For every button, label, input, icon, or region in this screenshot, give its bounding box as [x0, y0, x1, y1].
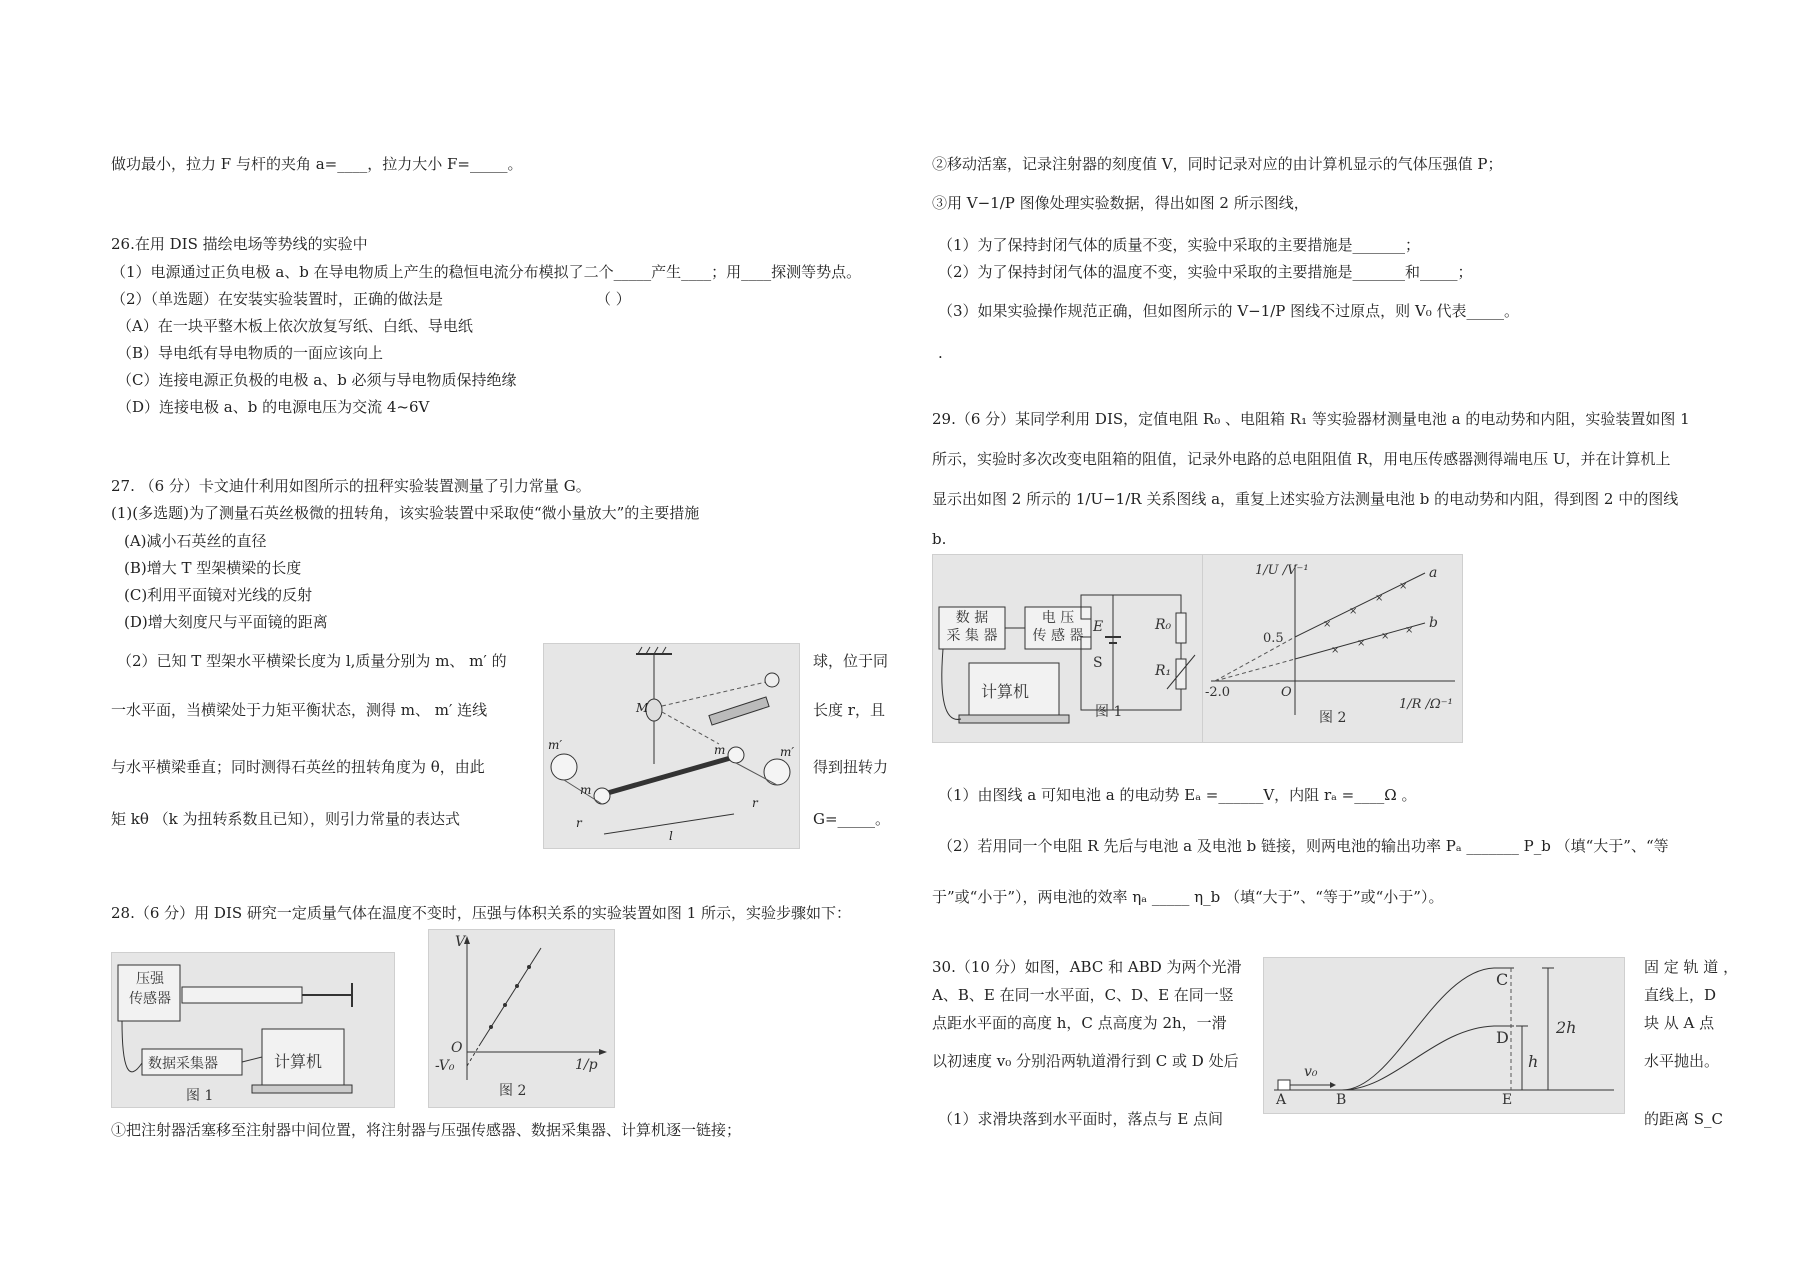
question-27-part1: (1)(多选题)为了测量石英丝极微的扭转角，该实验装置中采取使“微小量放大”的主要措施	[111, 504, 700, 522]
question-27-line2-right: 长度 r，且	[813, 701, 885, 719]
question-30-line2-right: 直线上，D	[1644, 986, 1717, 1004]
svg-text:×: ×	[1357, 638, 1366, 649]
v-p-graph-figure	[428, 929, 615, 1108]
torsion-balance-figure	[543, 643, 800, 849]
question-27-line2: 一水平面，当横梁处于力矩平衡状态，测得 m、 m′ 连线	[111, 701, 488, 719]
question-28-title: 28.（6 分）用 DIS 研究一定质量气体在温度不变时，压强与体积关系的实验装置如图 1 所示，实验步骤如下：	[111, 904, 852, 922]
option-d: (D)增大刻度尺与平面镜的距离	[124, 613, 328, 631]
r0-label: R₀	[1155, 617, 1172, 633]
option-b: (B)增大 T 型架横梁的长度	[124, 559, 302, 577]
question-27-title: 27. （6 分）卡文迪什利用如图所示的扭秤实验装置测量了引力常量 G。	[111, 477, 591, 495]
option-c: （C）连接电源正负极的电极 a、b 必须与导电物质保持绝缘	[117, 371, 517, 389]
label-m-mirror: M	[636, 701, 649, 715]
question-30-line4: 以初速度 v₀ 分别沿两轨道滑行到 C 或 D 处后	[932, 1052, 1239, 1070]
svg-text:×: ×	[1405, 625, 1414, 636]
question-29-line1: 29.（6 分）某同学利用 DIS，定值电阻 R₀ 、电阻箱 R₁ 等实验器材测量电池 a 的电动势和内阻，实验装置如图 1	[932, 410, 1690, 428]
text-line: 做功最小，拉力 F 与杆的夹角 a=____，拉力大小 F=_____。	[111, 155, 523, 173]
label-r: r	[576, 816, 582, 830]
step-3: ③用 V−1/P 图像处理实验数据，得出如图 2 所示图线，	[932, 194, 1309, 212]
label-m-prime: m′	[780, 745, 795, 759]
question-28-part2: （2）为了保持封闭气体的温度不变，实验中采取的主要措施是_______和_____；	[938, 263, 1473, 281]
line-a-label: a	[1429, 565, 1438, 581]
option-d: （D）连接电极 a、b 的电源电压为交流 4~6V	[117, 398, 430, 416]
label-l: l	[669, 829, 673, 843]
stray-dot: .	[938, 344, 943, 362]
switch-label: S	[1093, 655, 1103, 671]
question-29-line4: b.	[932, 530, 947, 548]
svg-text:×: ×	[1399, 581, 1408, 592]
question-30-line2: A、B、E 在同一水平面，C、D、E 在同一竖	[932, 986, 1234, 1004]
question-26-part1: （1）电源通过正负电极 a、b 在导电物质上产生的稳恒电流分布模拟了二个_____产生____；用____探测等势点。	[111, 263, 862, 281]
pressure-sensor-label: 压强 传感器	[129, 971, 171, 1007]
computer-label: 计算机	[981, 682, 1030, 701]
v0-label: v₀	[1304, 1064, 1318, 1080]
label-r: r	[752, 796, 758, 810]
svg-text:×: ×	[1323, 619, 1332, 630]
question-27-line1: （2）已知 T 型架水平横梁长度为 l,质量分别为 m、 m′ 的	[117, 652, 507, 670]
question-30-line3-right: 块 从 A 点	[1644, 1014, 1715, 1032]
option-b: （B）导电纸有导电物质的一面应该向上	[117, 344, 384, 362]
question-29-part2: （2）若用同一个电阻 R 先后与电池 a 及电池 b 链接，则两电池的输出功率 Pₐ _______ P_b （填“大于”、“等	[938, 837, 1669, 855]
step-2: ②移动活塞，记录注射器的刻度值 V，同时记录对应的由计算机显示的气体压强值 P；	[932, 155, 1503, 173]
pressure-apparatus-figure	[111, 952, 395, 1108]
label-m-prime: m′	[548, 738, 563, 752]
question-27-line3-right: 得到扭转力	[813, 758, 889, 776]
line-b-label: b	[1429, 615, 1438, 631]
step-1: ①把注射器活塞移至注射器中间位置，将注射器与压强传感器、数据采集器、计算机逐一链接；	[111, 1121, 742, 1139]
axis-p-label: 1/p	[575, 1057, 598, 1073]
figure-caption: 图 2	[1319, 710, 1347, 726]
data-collector-label: 数 据 采 集 器	[946, 610, 998, 644]
question-30-line1: 30.（10 分）如图，ABC 和 ABD 为两个光滑	[932, 958, 1242, 976]
emf-label: E	[1093, 619, 1104, 635]
point-a-label: A	[1276, 1092, 1287, 1108]
data-collector-label: 数据采集器	[148, 1056, 218, 1072]
svg-text:×: ×	[1331, 645, 1340, 656]
origin-label: O	[1281, 685, 1292, 700]
figure-caption: 图 2	[499, 1083, 527, 1099]
question-26-title: 26.在用 DIS 描绘电场等势线的实验中	[111, 235, 368, 253]
tick-neg-2: -2.0	[1205, 685, 1231, 700]
question-30-line1-right: 固 定 轨 道 ，	[1644, 958, 1739, 976]
figure-caption: 图 1	[186, 1088, 214, 1104]
u-r-graph-figure	[1202, 554, 1463, 743]
question-27-line4: 矩 kθ （k 为扭转系数且已知），则引力常量的表达式	[111, 810, 461, 828]
question-26-part2: （2）（单选题）在安装实验装置时，正确的做法是	[111, 290, 444, 308]
track-figure	[1263, 957, 1625, 1114]
voltage-sensor-label: 电 压 传 感 器	[1032, 610, 1084, 644]
svg-text:×: ×	[1381, 631, 1390, 642]
svg-text:×: ×	[1375, 593, 1384, 604]
axis-x-label: 1/R /Ω⁻¹	[1399, 697, 1453, 712]
question-30-line4-right: 水平抛出。	[1644, 1052, 1720, 1070]
point-b-label: B	[1336, 1092, 1347, 1108]
height-2h-label: 2h	[1556, 1018, 1577, 1037]
axis-v-label: V	[455, 934, 466, 950]
question-28-part1: （1）为了保持封闭气体的质量不变，实验中采取的主要措施是_______；	[938, 236, 1421, 254]
r1-label: R₁	[1155, 663, 1172, 679]
computer-label: 计算机	[274, 1052, 323, 1071]
point-e-label: E	[1502, 1092, 1513, 1108]
tick-0-5: 0.5	[1263, 631, 1284, 646]
question-30-part1: （1）求滑块落到水平面时，落点与 E 点间	[938, 1110, 1224, 1128]
circuit-figure	[932, 554, 1204, 743]
height-h-label: h	[1528, 1052, 1539, 1071]
question-28-part3: （3）如果实验操作规范正确，但如图所示的 V−1/P 图线不过原点，则 V₀ 代表_____。	[938, 302, 1520, 320]
option-a: (A)减小石英丝的直径	[124, 532, 267, 550]
svg-text:×: ×	[1349, 606, 1358, 617]
answer-paren: （ ）	[596, 290, 631, 308]
question-27-line1-right: 球，位于同	[813, 652, 889, 670]
question-29-part2-cont: 于”或“小于”），两电池的效率 ηₐ _____ η_b （填“大于”、“等于”或“小于”）。	[932, 888, 1444, 906]
axis-y-label: 1/U /V⁻¹	[1255, 563, 1309, 578]
point-c-label: C	[1496, 970, 1509, 989]
origin-label: O	[451, 1040, 463, 1056]
question-27-line3: 与水平横梁垂直；同时测得石英丝的扭转角度为 θ，由此	[111, 758, 485, 776]
option-c: (C)利用平面镜对光线的反射	[124, 586, 313, 604]
question-29-line2: 所示，实验时多次改变电阻箱的阻值，记录外电路的总电阻阻值 R，用电压传感器测得端电压 U，并在计算机上	[932, 450, 1671, 468]
question-27-line4-right: G=_____。	[813, 810, 891, 828]
label-m: m	[580, 783, 592, 797]
point-d-label: D	[1496, 1028, 1509, 1047]
option-a: （A）在一块平整木板上依次放复写纸、白纸、导电纸	[117, 317, 473, 335]
v0-intercept-label: -V₀	[435, 1058, 455, 1074]
label-m: m	[714, 743, 726, 757]
figure-caption: 图 1	[1095, 704, 1123, 720]
question-29-line3: 显示出如图 2 所示的 1/U−1/R 关系图线 a，重复上述实验方法测量电池 b 的电动势和内阻，得到图 2 中的图线	[932, 490, 1679, 508]
question-29-part1: （1）由图线 a 可知电池 a 的电动势 Eₐ =______V，内阻 rₐ =____Ω 。	[938, 786, 1417, 804]
question-30-part1-right: 的距离 S_C	[1644, 1110, 1724, 1128]
question-30-line3: 点距水平面的高度 h，C 点高度为 2h，一滑	[932, 1014, 1227, 1032]
